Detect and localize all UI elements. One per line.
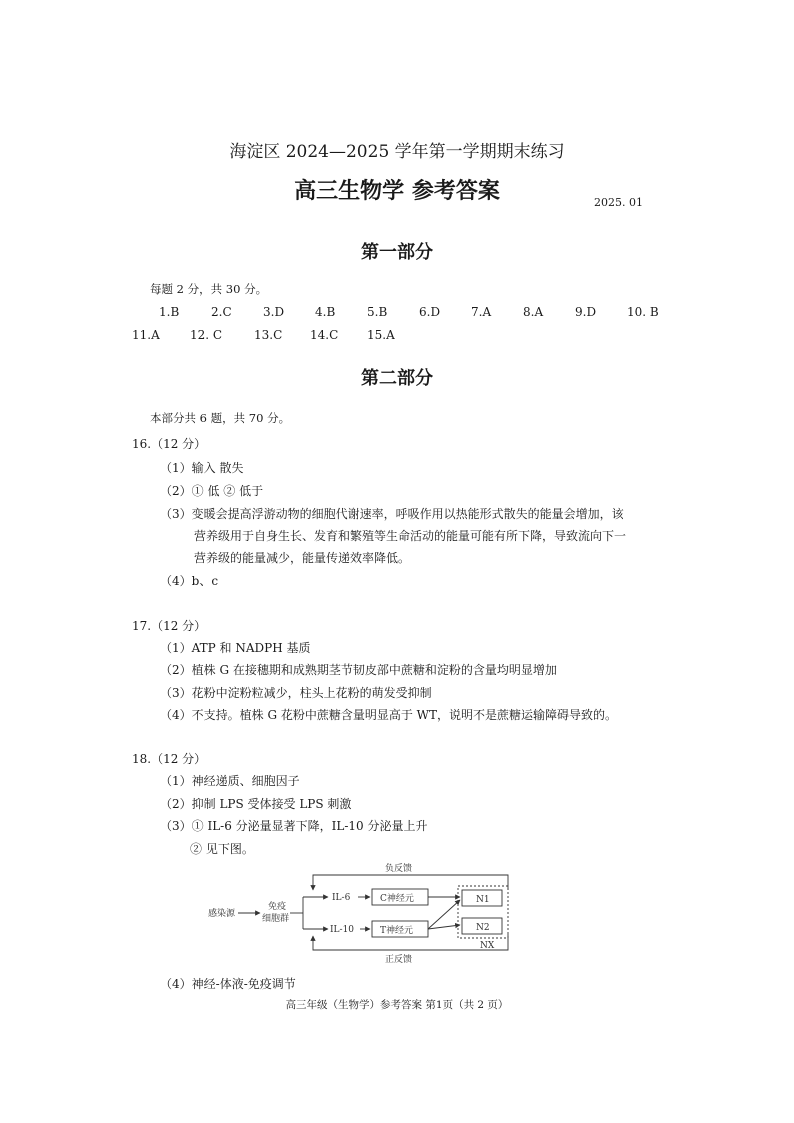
answer-11: 11.A	[132, 328, 160, 342]
answer-5: 5.B	[367, 305, 388, 319]
n2-label: N2	[476, 923, 490, 933]
negative-feedback-label: 负反馈	[385, 864, 413, 874]
document-date: 2025. 01	[594, 196, 643, 209]
q16-answer-4: （4）b、c	[160, 574, 219, 588]
document-title: 海淀区 2024—2025 学年第一学期期末练习	[229, 142, 565, 162]
q17-answer-3: （3）花粉中淀粉粒减少，柱头上花粉的萌发受抑制	[160, 686, 432, 700]
answers-row-1	[132, 305, 679, 319]
answer-10: 10. B	[627, 305, 659, 319]
arrow-t-n1	[428, 900, 460, 929]
q18-answer-3-1: （3）① IL-6 分泌量显著下降，IL-10 分泌量上升	[160, 819, 428, 833]
q16-answer-3-line2: 营养级用于自身生长、发育和繁殖等生命活动的能量可能有所下降，导致流向下一	[194, 529, 627, 543]
n1-label: N1	[476, 895, 490, 905]
q16-answer-2: （2）① 低 ② 低于	[160, 484, 264, 498]
page-footer: 高三年级（生物学）参考答案 第1页（共 2 页）	[285, 999, 509, 1011]
answer-7: 7.A	[471, 305, 492, 319]
q18-answer-1: （1）神经递质、细胞因子	[160, 774, 300, 788]
positive-feedback-line	[313, 934, 508, 950]
c-neuron-label: C神经元	[380, 894, 414, 904]
infection-source-label: 感染源	[208, 909, 236, 919]
q18-answer-2: （2）抑制 LPS 受体接受 LPS 刺激	[160, 797, 352, 811]
q16-heading: 16.（12 分）	[132, 437, 207, 451]
il10-label: IL-10	[330, 925, 355, 935]
part1-heading: 第一部分	[361, 242, 433, 263]
q17-answer-4: （4）不支持。植株 G 花粉中蔗糖含量明显高于 WT，说明不是蔗糖运输障碍导致的。	[160, 708, 618, 722]
q17-answer-1: （1）ATP 和 NADPH 基质	[160, 641, 311, 655]
answer-4: 4.B	[315, 305, 336, 319]
answer-2: 2.C	[211, 305, 232, 319]
answer-1: 1.B	[159, 305, 180, 319]
q17-heading: 17.（12 分）	[132, 619, 207, 633]
q17-answer-2: （2）植株 G 在接穗期和成熟期茎节韧皮部中蔗糖和淀粉的含量均明显增加	[160, 663, 557, 677]
q16-answer-3-line1: （3）变暖会提高浮游动物的细胞代谢速率，呼吸作用以热能形式散失的能量会增加，该	[160, 507, 624, 521]
arrow-t-n2	[428, 925, 460, 929]
immune-cells-label-2: 细胞群	[262, 914, 290, 924]
answer-9: 9.D	[575, 305, 597, 319]
answer-12: 12. C	[190, 328, 223, 342]
q18-heading: 18.（12 分）	[132, 752, 207, 766]
part2-heading: 第二部分	[361, 368, 433, 389]
il6-label: IL-6	[332, 893, 351, 903]
t-neuron-label: T神经元	[380, 926, 414, 936]
immune-cells-label-1: 免疫	[268, 902, 287, 912]
nx-label: NX	[480, 941, 495, 951]
part1-scoring: 每题 2 分，共 30 分。	[150, 282, 268, 296]
answers-row-2	[132, 328, 419, 342]
q18-answer-3-2: ② 见下图。	[190, 842, 254, 856]
q18-answer-4: （4）神经-体液-免疫调节	[160, 977, 296, 991]
regulation-diagram	[200, 860, 520, 970]
answer-8: 8.A	[523, 305, 544, 319]
negative-feedback-line	[313, 875, 508, 890]
answer-14: 14.C	[310, 328, 339, 342]
positive-feedback-label: 正反馈	[385, 955, 413, 965]
q16-answer-1: （1）输入 散失	[160, 461, 244, 475]
answer-15: 15.A	[367, 328, 395, 342]
answer-3: 3.D	[263, 305, 285, 319]
document-subtitle: 高三生物学 参考答案	[294, 179, 500, 204]
answer-6: 6.D	[419, 305, 441, 319]
part2-scoring: 本部分共 6 题，共 70 分。	[150, 411, 291, 425]
q16-answer-3-line3: 营养级的能量减少，能量传递效率降低。	[194, 551, 411, 565]
answer-13: 13.C	[254, 328, 283, 342]
